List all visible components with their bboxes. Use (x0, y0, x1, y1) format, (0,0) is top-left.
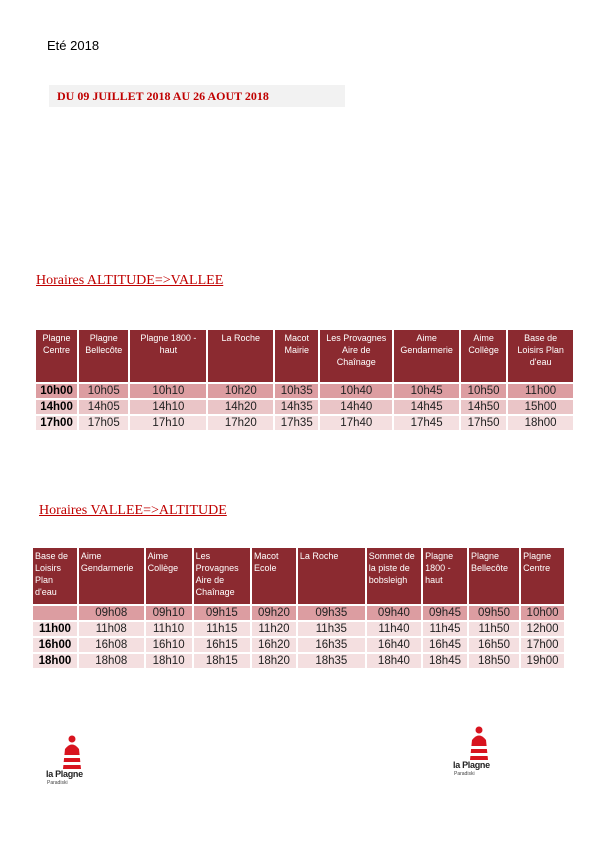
time-cell: 16h20 (252, 638, 296, 652)
season-label: Eté 2018 (47, 38, 100, 53)
time-cell: 17h50 (461, 416, 506, 430)
time-cell: 09h50 (469, 606, 519, 620)
time-cell: 16h40 (367, 638, 421, 652)
header-cell: La Roche (208, 330, 273, 382)
time-cell: 09h15 (194, 606, 250, 620)
time-cell: 09h20 (252, 606, 296, 620)
time-cell: 09h40 (367, 606, 421, 620)
header-cell: Plagne 1800 - haut (423, 548, 467, 604)
time-cell: 10h20 (208, 384, 273, 398)
time-cell: 17h00 (521, 638, 564, 652)
time-cell: 11h45 (423, 622, 467, 636)
header-cell: Base de Loisirs Plan d'eau (33, 548, 77, 604)
time-cell: 19h00 (521, 654, 564, 668)
time-cell: 11h50 (469, 622, 519, 636)
table-row (33, 606, 564, 620)
header-cell: Plagne 1800 - haut (130, 330, 206, 382)
table-row (33, 622, 564, 636)
time-cell: 10h45 (394, 384, 459, 398)
header-cell: Plagne Bellecôte (469, 548, 519, 604)
time-cell: 14h35 (275, 400, 318, 414)
table-row (36, 416, 573, 430)
time-cell (33, 606, 77, 620)
time-cell: 18h40 (367, 654, 421, 668)
time-cell: 16h45 (423, 638, 467, 652)
time-cell: 18h00 (33, 654, 77, 668)
time-cell: 14h20 (208, 400, 273, 414)
header-cell: Plagne Centre (521, 548, 564, 604)
time-cell: 18h45 (423, 654, 467, 668)
logo-name: la Plagne (46, 769, 83, 779)
header-cell: Plagne Bellecôte (79, 330, 128, 382)
time-cell: 17h35 (275, 416, 318, 430)
time-cell: 12h00 (521, 622, 564, 636)
time-cell: 11h40 (367, 622, 421, 636)
header-cell: Base de Loisirs Plan d'eau (508, 330, 573, 382)
altitude-to-valley-table (34, 328, 575, 432)
valley-to-altitude-table (31, 546, 566, 670)
time-cell: 10h00 (36, 384, 77, 398)
time-cell: 10h10 (130, 384, 206, 398)
header-cell: Plagne Centre (36, 330, 77, 382)
table-row (33, 638, 564, 652)
time-cell: 17h10 (130, 416, 206, 430)
time-cell: 11h08 (79, 622, 144, 636)
time-cell: 17h45 (394, 416, 459, 430)
logo-tagline: Paradiski (47, 780, 68, 786)
time-cell: 11h00 (33, 622, 77, 636)
la-plagne-logo-right (453, 726, 503, 781)
time-cell: 17h20 (208, 416, 273, 430)
time-cell: 17h05 (79, 416, 128, 430)
time-cell: 10h00 (521, 606, 564, 620)
header-cell: Aime Gendarmerie (394, 330, 459, 382)
table-row (36, 400, 573, 414)
time-cell: 18h08 (79, 654, 144, 668)
time-cell: 09h10 (146, 606, 192, 620)
time-cell: 18h35 (298, 654, 365, 668)
time-cell: 11h35 (298, 622, 365, 636)
header-cell: Aime Collège (146, 548, 192, 604)
header-cell: Sommet de la piste de bobsleigh (367, 548, 421, 604)
header-cell: Aime Gendarmerie (79, 548, 144, 604)
table2-title: Horaires VALLEE=>ALTITUDE (39, 503, 227, 518)
time-cell: 18h15 (194, 654, 250, 668)
table1-title: Horaires ALTITUDE=>VALLEE (36, 273, 224, 288)
time-cell: 16h00 (33, 638, 77, 652)
time-cell: 10h40 (320, 384, 392, 398)
la-plagne-logo-left (46, 735, 96, 790)
header-cell: Aime Collège (461, 330, 506, 382)
header-cell: Macot Ecole (252, 548, 296, 604)
time-cell: 15h00 (508, 400, 573, 414)
time-cell: 16h35 (298, 638, 365, 652)
time-cell: 10h35 (275, 384, 318, 398)
time-cell: 16h08 (79, 638, 144, 652)
bonnet-icon (46, 735, 96, 771)
time-cell: 10h50 (461, 384, 506, 398)
header-cell: Macot Mairie (275, 330, 318, 382)
time-cell: 17h40 (320, 416, 392, 430)
time-cell: 16h15 (194, 638, 250, 652)
time-cell: 16h50 (469, 638, 519, 652)
time-cell: 16h10 (146, 638, 192, 652)
time-cell: 09h35 (298, 606, 365, 620)
header-cell: Les Provagnes Aire de Chaînage (320, 330, 392, 382)
time-cell: 11h15 (194, 622, 250, 636)
time-cell: 09h45 (423, 606, 467, 620)
time-cell: 18h20 (252, 654, 296, 668)
bonnet-icon (453, 726, 503, 762)
time-cell: 11h10 (146, 622, 192, 636)
table-row (33, 654, 564, 668)
time-cell: 18h00 (508, 416, 573, 430)
time-cell: 14h10 (130, 400, 206, 414)
time-cell: 18h10 (146, 654, 192, 668)
time-cell: 11h20 (252, 622, 296, 636)
table-row (36, 384, 573, 398)
time-cell: 17h00 (36, 416, 77, 430)
time-cell: 18h50 (469, 654, 519, 668)
header-cell: La Roche (298, 548, 365, 604)
logo-tagline: Paradiski (454, 771, 475, 777)
time-cell: 14h45 (394, 400, 459, 414)
time-cell: 14h05 (79, 400, 128, 414)
time-cell: 10h05 (79, 384, 128, 398)
time-cell: 14h40 (320, 400, 392, 414)
logo-name: la Plagne (453, 760, 490, 770)
time-cell: 11h00 (508, 384, 573, 398)
date-range-banner: DU 09 JUILLET 2018 AU 26 AOUT 2018 (49, 85, 345, 107)
time-cell: 14h50 (461, 400, 506, 414)
header-cell: Les Provagnes Aire de Chaînage (194, 548, 250, 604)
time-cell: 14h00 (36, 400, 77, 414)
time-cell: 09h08 (79, 606, 144, 620)
